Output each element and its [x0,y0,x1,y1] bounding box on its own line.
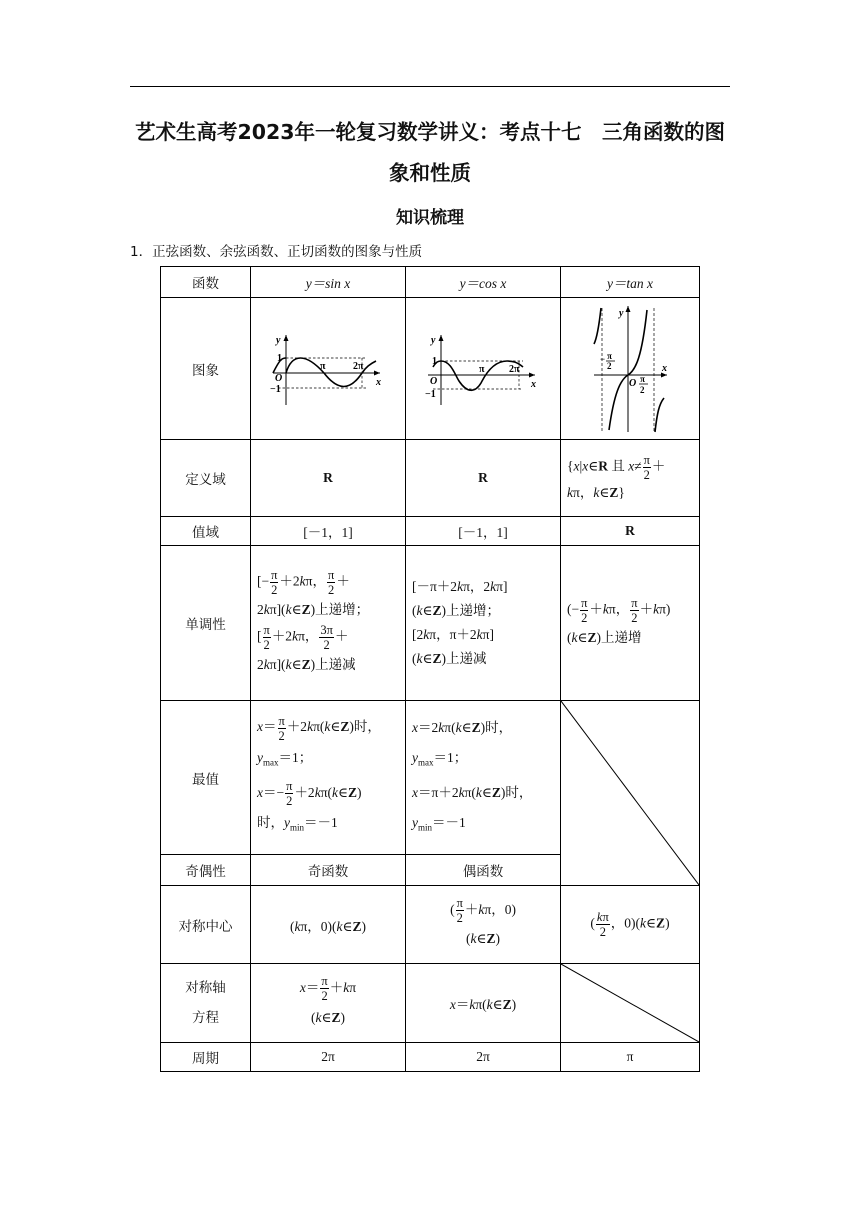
domain-cos: R [406,440,561,517]
page-title: 艺术生高考2023年一轮复习数学讲义：考点十七 三角函数的图象和性质 [134,120,726,185]
cos-x-label: x [531,378,536,390]
axis-row [161,964,700,1043]
header-row [161,267,700,298]
sin-x-label: x [376,376,381,388]
tan-neg-two: 2 [607,360,612,371]
tan-graph-cell [561,298,700,440]
sin-one: 1 [277,352,282,364]
row-label-extreme: 最值 [161,701,251,855]
row-label-center: 对称中心 [161,886,251,964]
tan-neg-pi: π [607,350,612,361]
range-cos: [－1，1] [406,517,561,546]
tan-pos-two: 2 [640,384,645,395]
axis-sin: x＝ $\frac{\pi}{2}$ ＋kπ (k∈Z) [251,964,406,1043]
parity-cos: 偶函数 [406,855,561,886]
cos-neg-one: −1 [425,388,436,400]
parity-sin: 奇函数 [251,855,406,886]
center-tan: ( $\frac{k\pi}{2}$ ，0)(k∈Z) [561,886,700,964]
monotonic-row [161,546,700,701]
tan-graph [590,304,670,434]
range-sin: [－1，1] [251,517,406,546]
range-tan: R [561,517,700,546]
subsection-title: 1．正弦函数、余弦函数、正切函数的图象与性质 [130,244,423,260]
sin-neg-one: −1 [270,383,281,395]
tan-x-label: x [662,362,667,374]
tan-pos-pi: π [640,373,645,384]
row-label-domain: 定义域 [161,440,251,517]
header-sin: y＝sin x [251,267,406,298]
extreme-tan-empty [561,701,700,886]
trig-properties-table [160,266,700,1072]
sin-two-pi: 2π [353,360,364,372]
domain-sin: R [251,440,406,517]
period-sin: 2π [251,1043,406,1072]
row-label-axis: 对称轴 方程 [161,964,251,1043]
mono-cos: [－π＋2kπ，2kπ] (k∈Z)上递增； [2kπ，π＋2kπ] (k∈Z)上递减 [406,546,561,701]
header-function: 函数 [161,267,251,298]
period-cos: 2π [406,1043,561,1072]
axis-cos: x＝kπ(k∈Z) [406,964,561,1043]
center-row [161,886,700,964]
row-label-period: 周期 [161,1043,251,1072]
range-row [161,517,700,546]
cos-origin: O [430,375,438,387]
header-cos: y＝cos x [406,267,561,298]
row-label-graph: 图象 [161,298,251,440]
mono-sin: [− $\frac{\pi}{2}$ ＋2kπ， $\frac{\pi}{2}$ ＋ 2kπ](k∈Z)上递增； [ $\frac{\pi}{2}$ ＋2kπ， $\frac{3\pi}{2}$ ＋ 2kπ](k∈Z)上递减 [251,546,406,701]
tan-origin: O [629,377,637,389]
row-label-parity: 奇偶性 [161,855,251,886]
cos-one: 1 [432,355,437,367]
extreme-sin: x＝ $\frac{\pi}{2}$ ＋2kπ(k∈Z)时， $y_{max}=1$； x＝− $\frac{\pi}{2}$ ＋2kπ(k∈Z) 时，$y_{min}=-1$ [251,701,406,855]
cos-graph-cell [406,298,561,440]
graph-row [161,298,700,440]
domain-row [161,440,700,517]
sin-pi: π [320,360,326,372]
cos-pi: π [479,363,485,375]
sin-graph-cell [251,298,406,440]
header-rule [130,86,730,87]
sin-origin: O [275,372,283,384]
mono-tan: (− $\frac{\pi}{2}$ ＋kπ， $\frac{\pi}{2}$ ＋kπ) (k∈Z)上递增 [561,546,700,701]
domain-tan: {x|x∈R 且 x≠ $\frac{\pi}{2}$ ＋ kπ，k∈Z} [561,440,700,517]
tan-neg-sign: − [600,353,606,364]
header-tan: y＝tan x [561,267,700,298]
period-row [161,1043,700,1072]
cos-graph [423,329,543,409]
cos-y-label: y [431,334,436,346]
cos-two-pi: 2π [509,363,520,375]
center-cos: ( $\frac{\pi}{2}$ ＋kπ，0) (k∈Z) [406,886,561,964]
period-tan: π [561,1043,700,1072]
extreme-row [161,701,700,855]
sin-graph [268,329,388,409]
axis-tan-empty [561,964,700,1043]
center-sin: (kπ，0)(k∈Z) [251,886,406,964]
tan-y-label: y [619,307,624,319]
row-label-range: 值域 [161,517,251,546]
sin-y-label: y [276,334,281,346]
section-heading: 知识梳理 [396,208,464,228]
row-label-monotonic: 单调性 [161,546,251,701]
extreme-cos: x＝2kπ(k∈Z)时， $y_{max}=1$； x＝π＋2kπ(k∈Z)时， $y_{min}=-1$ [406,701,561,855]
